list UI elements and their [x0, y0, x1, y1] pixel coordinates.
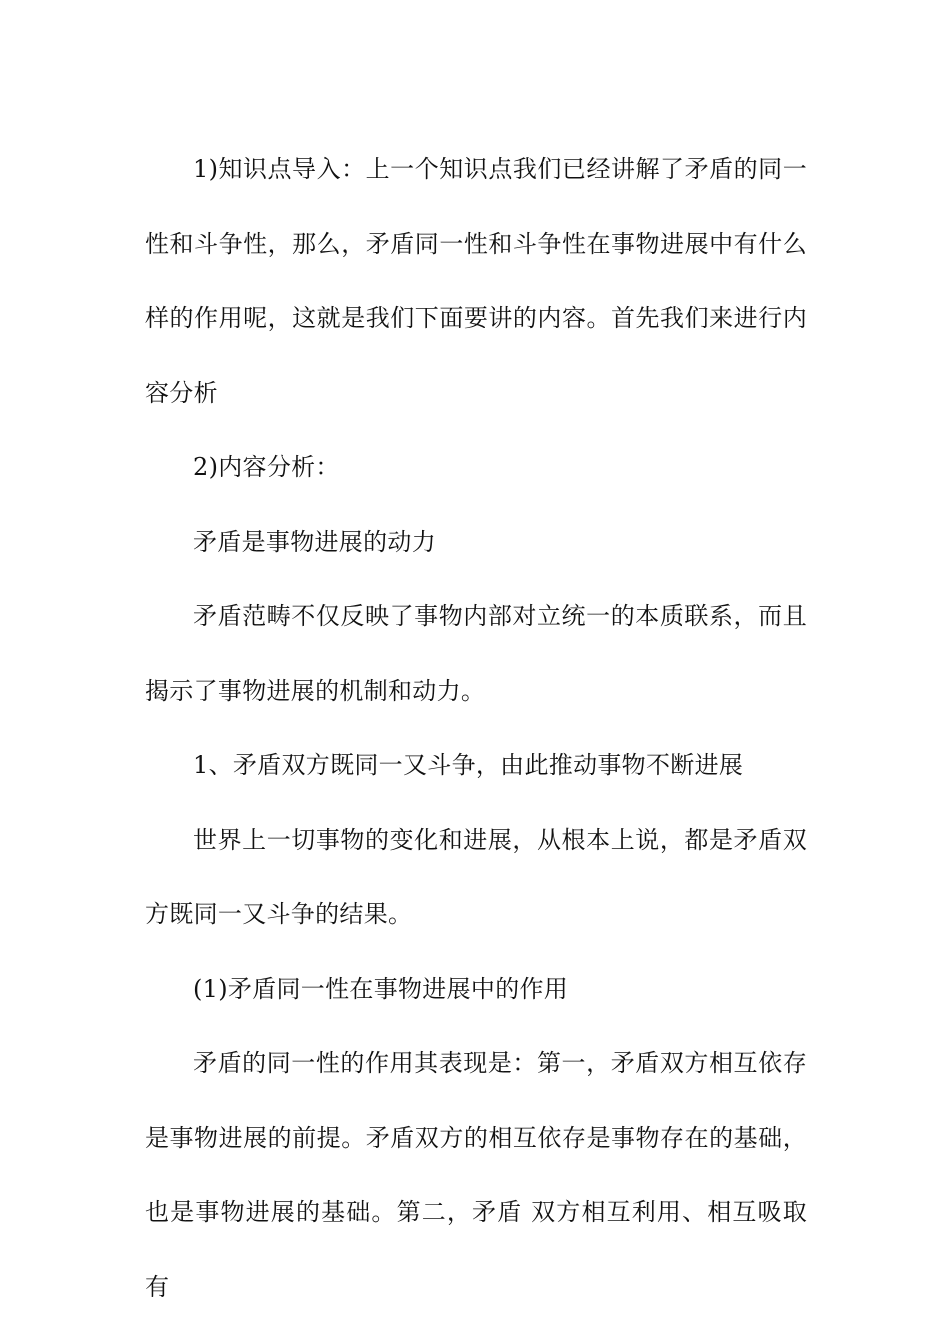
paragraph-knowledge-intro: 1)知识点导入：上一个知识点我们已经讲解了矛盾的同一性和斗争性，那么，矛盾同一性和斗争性在事物进展中有什么样的作用呢，这就是我们下面要讲的内容。首先我们来进行内容分析 [145, 155, 807, 407]
document-body [145, 132, 807, 1324]
paragraph-content-analysis-heading: 2)内容分析： [193, 453, 340, 481]
paragraph-contradiction-category: 矛盾范畴不仅反映了事物内部对立统一的本质联系，而且揭示了事物进展的机制和动力。 [145, 602, 807, 705]
paragraph-point-1-heading: 1、矛盾双方既同一又斗争，由此推动事物不断进展 [193, 751, 744, 779]
paragraph-world-change: 世界上一切事物的变化和进展，从根本上说，都是矛盾双方既同一又斗争的结果。 [145, 825, 807, 928]
paragraph-identity-role: 矛盾的同一性的作用其表现是：第一，矛盾双方相互依存是事物进展的前提。矛盾双方的相互依存是事物存在的基础，也是事物进展的基础。第二，矛盾 双方相互利用、相互吸取有 [145, 1049, 807, 1301]
paragraph-subpoint-1-heading: (1)矛盾同一性在事物进展中的作用 [193, 974, 569, 1003]
paragraph-section-title: 矛盾是事物进展的动力 [193, 527, 436, 556]
